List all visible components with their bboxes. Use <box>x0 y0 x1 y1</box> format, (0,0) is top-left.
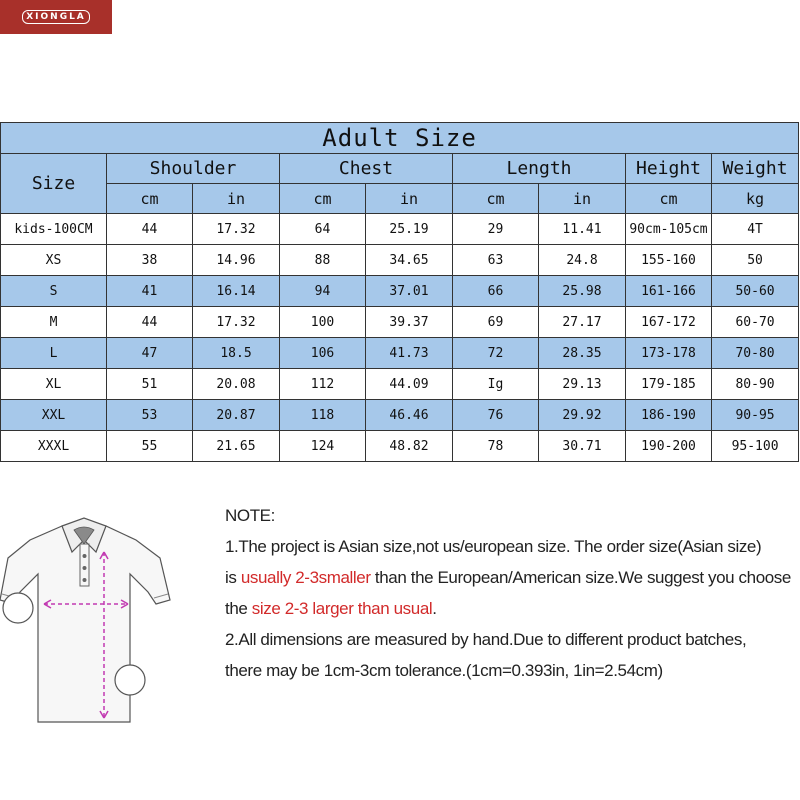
measurement-cell: 55 <box>107 431 193 462</box>
measurement-cell: 24.8 <box>539 245 626 276</box>
measurement-cell: 64 <box>280 214 366 245</box>
measurement-cell: Ig <box>453 369 539 400</box>
note-line-5: there may be 1cm-3cm tolerance.(1cm=0.393in, 1in=2.54cm) <box>225 661 663 680</box>
height-header: Height <box>626 154 712 184</box>
length-header: Length <box>453 154 626 184</box>
measurement-cell: 47 <box>107 338 193 369</box>
measurement-cell: 37.01 <box>366 276 453 307</box>
measurement-cell: 112 <box>280 369 366 400</box>
measurement-cell: 95-100 <box>712 431 799 462</box>
measurement-cell: 60-70 <box>712 307 799 338</box>
measurement-cell: 167-172 <box>626 307 712 338</box>
note-line-3 <box>225 593 800 624</box>
unit-label: in <box>193 184 280 214</box>
size-rows <box>1 214 799 462</box>
unit-label: cm <box>107 184 193 214</box>
unit-label: in <box>366 184 453 214</box>
note-line-1: 1.The project is Asian size,not us/european size. The order size(Asian size) <box>225 537 762 556</box>
size-label-cell: S <box>1 276 107 307</box>
unit-label: in <box>539 184 626 214</box>
table-row <box>1 214 799 245</box>
size-note <box>225 500 800 686</box>
measurement-cell: 46.46 <box>366 400 453 431</box>
measurement-cell: 29 <box>453 214 539 245</box>
measurement-cell: 118 <box>280 400 366 431</box>
measurement-cell: 80-90 <box>712 369 799 400</box>
measurement-cell: 38 <box>107 245 193 276</box>
note-text: than the European/American size.We suggest you choose <box>370 568 791 587</box>
table-row <box>1 338 799 369</box>
measurement-cell: 44.09 <box>366 369 453 400</box>
measurement-cell: 186-190 <box>626 400 712 431</box>
measurement-cell: 48.82 <box>366 431 453 462</box>
note-heading: NOTE: <box>225 506 275 525</box>
measurement-cell: 21.65 <box>193 431 280 462</box>
measurement-cell: 72 <box>453 338 539 369</box>
brand-logo-text: XIONGLA <box>22 10 90 24</box>
size-chart-table <box>0 122 799 462</box>
measurement-cell: 50 <box>712 245 799 276</box>
measurement-cell: 50-60 <box>712 276 799 307</box>
size-label-cell: XS <box>1 245 107 276</box>
measurement-cell: 70-80 <box>712 338 799 369</box>
brand-logo <box>0 0 112 34</box>
note-text: the <box>225 599 252 618</box>
measurement-cell: 100 <box>280 307 366 338</box>
measurement-cell: 27.17 <box>539 307 626 338</box>
note-highlight: usually 2-3smaller <box>240 568 371 587</box>
measurement-cell: 18.5 <box>193 338 280 369</box>
unit-label: cm <box>626 184 712 214</box>
measurement-cell: 90cm-105cm <box>626 214 712 245</box>
measurement-cell: 30.71 <box>539 431 626 462</box>
measurement-cell: 16.14 <box>193 276 280 307</box>
size-label-cell: L <box>1 338 107 369</box>
measurement-cell: 20.87 <box>193 400 280 431</box>
note-text: . <box>432 599 437 618</box>
measurement-cell: 17.32 <box>193 214 280 245</box>
measurement-cell: 161-166 <box>626 276 712 307</box>
unit-label: kg <box>712 184 799 214</box>
size-label-cell: XXL <box>1 400 107 431</box>
measurement-cell: 90-95 <box>712 400 799 431</box>
table-row <box>1 245 799 276</box>
measurement-cell: 44 <box>107 214 193 245</box>
measurement-cell: 14.96 <box>193 245 280 276</box>
measurement-cell: 25.19 <box>366 214 453 245</box>
measurement-cell: 76 <box>453 400 539 431</box>
weight-header: Weight <box>712 154 799 184</box>
note-text: is <box>225 568 241 587</box>
measurement-cell: 124 <box>280 431 366 462</box>
measurement-cell: 41 <box>107 276 193 307</box>
measurement-cell: 66 <box>453 276 539 307</box>
measurement-cell: 25.98 <box>539 276 626 307</box>
measurement-cell: 69 <box>453 307 539 338</box>
table-row <box>1 307 799 338</box>
measurement-cell: 63 <box>453 245 539 276</box>
size-label-cell: XXXL <box>1 431 107 462</box>
measurement-cell: 17.32 <box>193 307 280 338</box>
measurement-cell: 29.92 <box>539 400 626 431</box>
polo-shirt-measurement-illustration <box>0 500 210 740</box>
measurement-cell: 41.73 <box>366 338 453 369</box>
table-row <box>1 431 799 462</box>
measurement-cell: 155-160 <box>626 245 712 276</box>
measurement-cell: 11.41 <box>539 214 626 245</box>
measurement-cell: 39.37 <box>366 307 453 338</box>
measurement-cell: 173-178 <box>626 338 712 369</box>
unit-label: cm <box>280 184 366 214</box>
table-row <box>1 369 799 400</box>
measurement-cell: 179-185 <box>626 369 712 400</box>
size-label-cell: M <box>1 307 107 338</box>
unit-label: cm <box>453 184 539 214</box>
size-column-header: Size <box>1 154 107 214</box>
size-label-cell: XL <box>1 369 107 400</box>
measurement-cell: 78 <box>453 431 539 462</box>
table-title: Adult Size <box>1 123 799 154</box>
note-highlight: size 2-3 larger than usual <box>251 599 433 618</box>
chest-header: Chest <box>280 154 453 184</box>
measurement-cell: 51 <box>107 369 193 400</box>
measurement-cell: 20.08 <box>193 369 280 400</box>
measurement-cell: 190-200 <box>626 431 712 462</box>
shoulder-header: Shoulder <box>107 154 280 184</box>
table-row <box>1 400 799 431</box>
measurement-cell: 53 <box>107 400 193 431</box>
measurement-cell: 106 <box>280 338 366 369</box>
size-label-cell: kids-100CM <box>1 214 107 245</box>
table-row <box>1 276 799 307</box>
measurement-cell: 29.13 <box>539 369 626 400</box>
measurement-cell: 94 <box>280 276 366 307</box>
measurement-cell: 44 <box>107 307 193 338</box>
measurement-cell: 88 <box>280 245 366 276</box>
measurement-cell: 34.65 <box>366 245 453 276</box>
measurement-cell: 4T <box>712 214 799 245</box>
note-line-4: 2.All dimensions are measured by hand.Due to different product batches, <box>225 630 747 649</box>
measurement-cell: 28.35 <box>539 338 626 369</box>
note-line-2 <box>225 562 800 593</box>
